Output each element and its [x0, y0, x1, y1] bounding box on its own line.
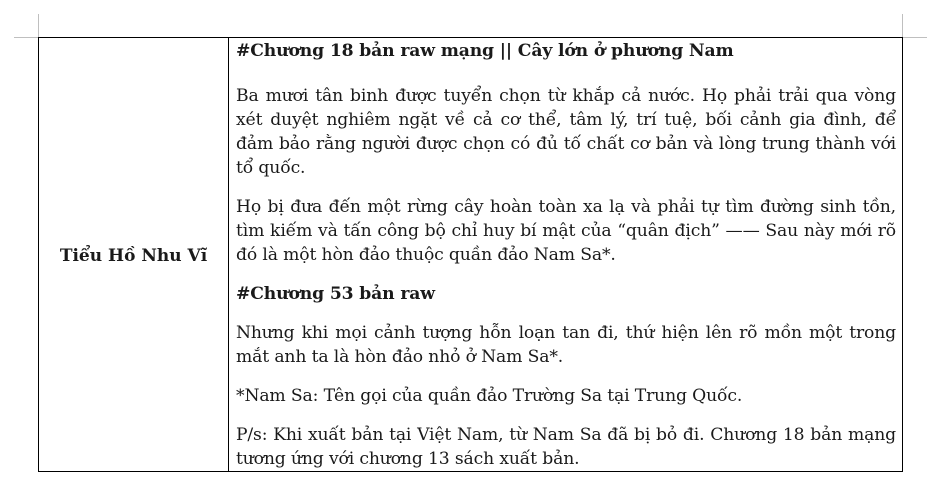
paragraph-forest: Họ bị đưa đến một rừng cây hoàn toàn xa lạ và phải tự tìm đường sinh tồn, tìm kiếm và tấn công bộ chỉ huy bí mật của “quân địch” —— Sau này mới rõ đó là một hòn đảo thuộc quần đảo Nam Sa*.: [236, 197, 896, 265]
table-row: [39, 38, 903, 472]
paragraph-footnote: *Nam Sa: Tên gọi của quần đảo Trường Sa tại Trung Quốc.: [236, 386, 743, 406]
cell-content: [236, 39, 896, 471]
chapter-heading-18: #Chương 18 bản raw mạng || Cây lớn ở phương Nam: [236, 41, 734, 61]
margin-guide-top-right-horizontal: [903, 37, 927, 38]
table-cell-content[interactable]: [229, 38, 903, 472]
margin-guide-top-right-vertical: [902, 14, 903, 38]
margin-guide-top-left-vertical: [38, 14, 39, 38]
paragraph-postscript: P/s: Khi xuất bản tại Việt Nam, từ Nam Sa đã bị bỏ đi. Chương 18 bản mạng tương ứng với chương 13 sách xuất bản.: [236, 425, 896, 469]
margin-guide-top-left-horizontal: [14, 37, 38, 38]
chapter-heading-53: #Chương 53 bản raw: [236, 284, 435, 304]
paragraph-island: Nhưng khi mọi cảnh tượng hỗn loạn tan đi, thứ hiện lên rõ mồn một trong mắt anh ta là hòn đảo nhỏ ở Nam Sa*.: [236, 323, 896, 367]
document-table: [38, 37, 903, 472]
paragraph-recruits: Ba mươi tân binh được tuyển chọn từ khắp cả nước. Họ phải trải qua vòng xét duyệt nghiêm ngặt về cả cơ thể, tâm lý, trí tuệ, bối cảnh gia đình, để đảm bảo rằng người được chọn có đủ tố chất cơ bản và lòng trung thành với tổ quốc.: [236, 86, 896, 178]
row-title: Tiểu Hồ Nhu Vĩ: [59, 245, 208, 266]
table-cell-title[interactable]: [39, 38, 229, 472]
